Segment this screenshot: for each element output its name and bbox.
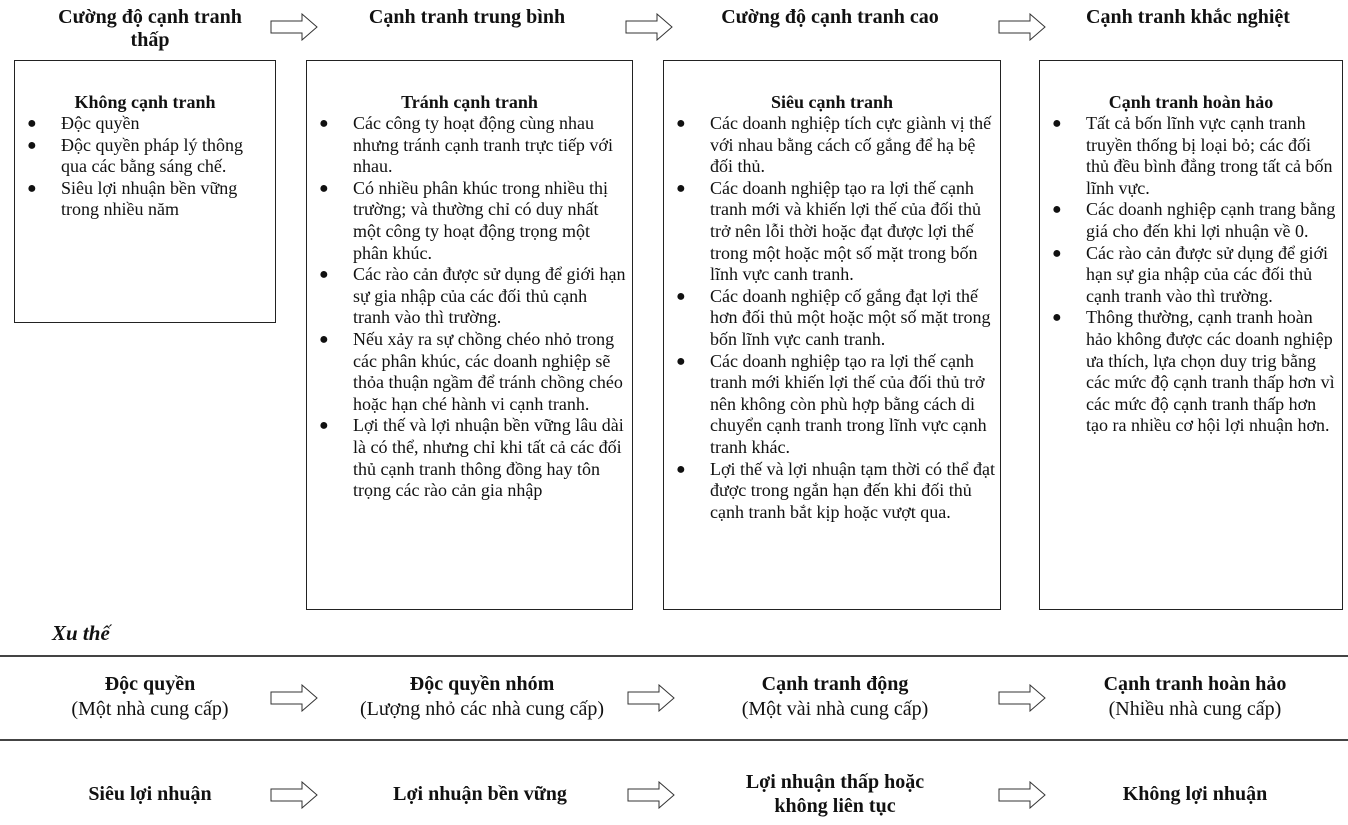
bullet-text: Nếu xảy ra sự chồng chéo nhỏ trong các phân khúc, các doanh nghiệp sẽ thỏa thuận ngầm để tránh chồng chéo hoặc hạn ché hành vi cạnh tranh. (353, 328, 623, 414)
bullet-list (1040, 113, 1342, 437)
bullet-item (1040, 199, 1342, 242)
bullet-icon: ● (27, 136, 37, 154)
bullet-icon: ● (676, 352, 686, 370)
bullet-text: Các rào cản được sử dụng để giới hạn sự gia nhập của các đối thủ cạnh tranh vào thì trường. (353, 264, 626, 328)
right-arrow-icon (270, 781, 318, 809)
bullet-item (664, 178, 1000, 286)
box-heading: Siêu cạnh tranh (770, 92, 894, 112)
bullet-text: Thông thường, cạnh tranh hoàn hảo không được các doanh nghiệp ưa thích, lựa chọn duy trig bằng các mức độ cạnh tranh thấp hơn vì các mức độ cạnh tranh thấp hơn tạo ra nhiều cơ hội lợi nhuận hơn. (1086, 307, 1335, 436)
market-subtitle: (Lượng nhỏ các nhà cung cấp) (359, 698, 605, 720)
bullet-icon: ● (1052, 244, 1062, 262)
profit-none: Không lợi nhuận (1122, 783, 1268, 805)
bullet-icon: ● (1052, 201, 1062, 219)
bullet-text: Các doanh nghiệp tạo ra lợi thế cạnh tranh mới khiến lợi thế của đối thủ trở nên không còn phù hợp bằng cách di chuyển cạnh tranh trong lĩnh vực cạnh tranh khác. (710, 350, 987, 457)
bullet-list (307, 113, 632, 502)
right-arrow-icon (625, 13, 673, 41)
bullet-text: Độc quyền (61, 113, 140, 133)
bullet-icon: ● (27, 115, 37, 132)
bullet-text: Các doanh nghiệp cố gắng đạt lợi thế hơn đối thủ một hoặc một số mặt trong bốn lĩnh vực canh tranh. (710, 285, 991, 349)
market-subtitle: (Nhiều nhà cung cấp) (1108, 698, 1282, 720)
stage-title-high: Cường độ cạnh tranh cao (721, 6, 939, 28)
market-subtitle: (Một nhà cung cấp) (71, 698, 229, 720)
bullet-text: Siêu lợi nhuận bền vững trong nhiều năm (61, 177, 238, 220)
box-hyper-competition (663, 60, 1001, 610)
bullet-item (664, 286, 1000, 351)
box-heading: Tránh cạnh tranh (401, 92, 538, 112)
bullet-icon: ● (676, 287, 686, 305)
market-monopoly (40, 672, 260, 722)
right-arrow-icon (270, 13, 318, 41)
bullet-icon: ● (319, 179, 329, 197)
right-arrow-icon (998, 13, 1046, 41)
bullet-list (664, 113, 1000, 523)
bullet-text: Độc quyền pháp lý thông qua các bằng sáng chế. (61, 134, 243, 177)
bullet-item (1040, 243, 1342, 308)
right-arrow-icon (998, 684, 1046, 712)
bullet-list (15, 113, 275, 221)
market-title: Độc quyền nhóm (409, 673, 555, 695)
right-arrow-icon (627, 781, 675, 809)
bullet-icon: ● (676, 179, 686, 197)
bullet-item (307, 113, 632, 178)
bullet-icon: ● (319, 330, 329, 348)
bullet-text: Các doanh nghiệp tích cực giành vị thế với nhau bằng cách cố gắng để hạ bệ đối thủ. (710, 113, 992, 177)
box-no-competition (14, 60, 276, 323)
box-perfect-competition (1039, 60, 1343, 610)
market-subtitle: (Một vài nhà cung cấp) (741, 698, 929, 720)
bullet-item (664, 113, 1000, 178)
profit-super: Siêu lợi nhuận (88, 783, 212, 805)
market-perfect-competition (1070, 672, 1320, 722)
bullet-text: Các rào cản được sử dụng để giới hạn sự gia nhập của các đối thủ cạnh tranh vào thì trường. (1086, 242, 1328, 306)
bullet-item (664, 351, 1000, 459)
bullet-text: Các công ty hoạt động cùng nhau nhưng tránh cạnh tranh trực tiếp với nhau. (353, 113, 613, 177)
bullet-icon: ● (319, 266, 329, 284)
bullet-icon: ● (319, 417, 329, 435)
right-arrow-icon (270, 684, 318, 712)
bullet-item (1040, 307, 1342, 437)
box-avoid-competition (306, 60, 633, 610)
stage-title-extreme: Cạnh tranh khắc nghiệt (1086, 6, 1290, 28)
bullet-item (307, 329, 632, 415)
bullet-icon: ● (676, 460, 686, 478)
bullet-item (15, 135, 275, 178)
bullet-icon: ● (319, 115, 329, 132)
bullet-item (664, 459, 1000, 524)
bullet-item (15, 113, 275, 135)
bullet-text: Các doanh nghiệp cạnh trang bằng giá cho đến khi lợi nhuận về 0. (1086, 199, 1336, 241)
bullet-text: Có nhiều phân khúc trong nhiều thị trường; và thường chỉ có duy nhất một công ty hoạt động trọng một phân khúc. (353, 177, 608, 263)
divider-line (0, 655, 1348, 657)
bullet-text: Các doanh nghiệp tạo ra lợi thế cạnh tranh mới và khiến lợi thế của đối thủ trở nên lỗi thời hoặc đạt được lợi thế trong một hoặc một số mặt trong bốn lĩnh vực canh tranh. (710, 177, 981, 285)
bullet-icon: ● (1052, 115, 1062, 132)
market-dynamic-competition (715, 672, 955, 722)
bullet-item (307, 264, 632, 329)
market-title: Độc quyền (104, 673, 196, 695)
bullet-item (15, 178, 275, 221)
bullet-item (1040, 113, 1342, 199)
bullet-text: Lợi thế và lợi nhuận tạm thời có thể đạt được trong ngắn hạn đến khi đối thủ cạnh tranh bắt kịp hoặc vượt qua. (710, 458, 995, 522)
divider-line (0, 739, 1348, 741)
right-arrow-icon (998, 781, 1046, 809)
stage-title-medium: Cạnh tranh trung bình (368, 6, 566, 28)
profit-low-or-intermittent: Lợi nhuận thấp hoặc không liên tục (745, 771, 925, 817)
bullet-item (307, 178, 632, 264)
bullet-icon: ● (27, 179, 37, 197)
market-oligopoly (332, 672, 632, 722)
right-arrow-icon (627, 684, 675, 712)
bullet-icon: ● (1052, 309, 1062, 327)
bullet-icon: ● (676, 115, 686, 132)
market-title: Cạnh tranh hoàn hảo (1103, 673, 1287, 695)
bullet-text: Lợi thế và lợi nhuận bền vững lâu dài là có thể, nhưng chỉ khi tất cả các đối thủ cạnh tranh thông đồng hay tôn trọng các rào cản gia nhập (353, 415, 624, 501)
box-heading: Không cạnh tranh (74, 92, 216, 112)
bullet-item (307, 415, 632, 501)
trend-label: Xu thế (52, 621, 110, 645)
market-title: Cạnh tranh động (761, 673, 909, 695)
bullet-text: Tất cả bốn lĩnh vực cạnh tranh truyền thống bị loại bỏ; các đối thủ đều bình đẳng trong tất cả bốn lĩnh vực. (1086, 113, 1333, 198)
box-heading: Cạnh tranh hoàn hảo (1108, 92, 1274, 112)
stage-title-low: Cường độ cạnh tranh thấp (58, 6, 242, 51)
profit-sustainable: Lợi nhuận bền vững (393, 783, 567, 805)
